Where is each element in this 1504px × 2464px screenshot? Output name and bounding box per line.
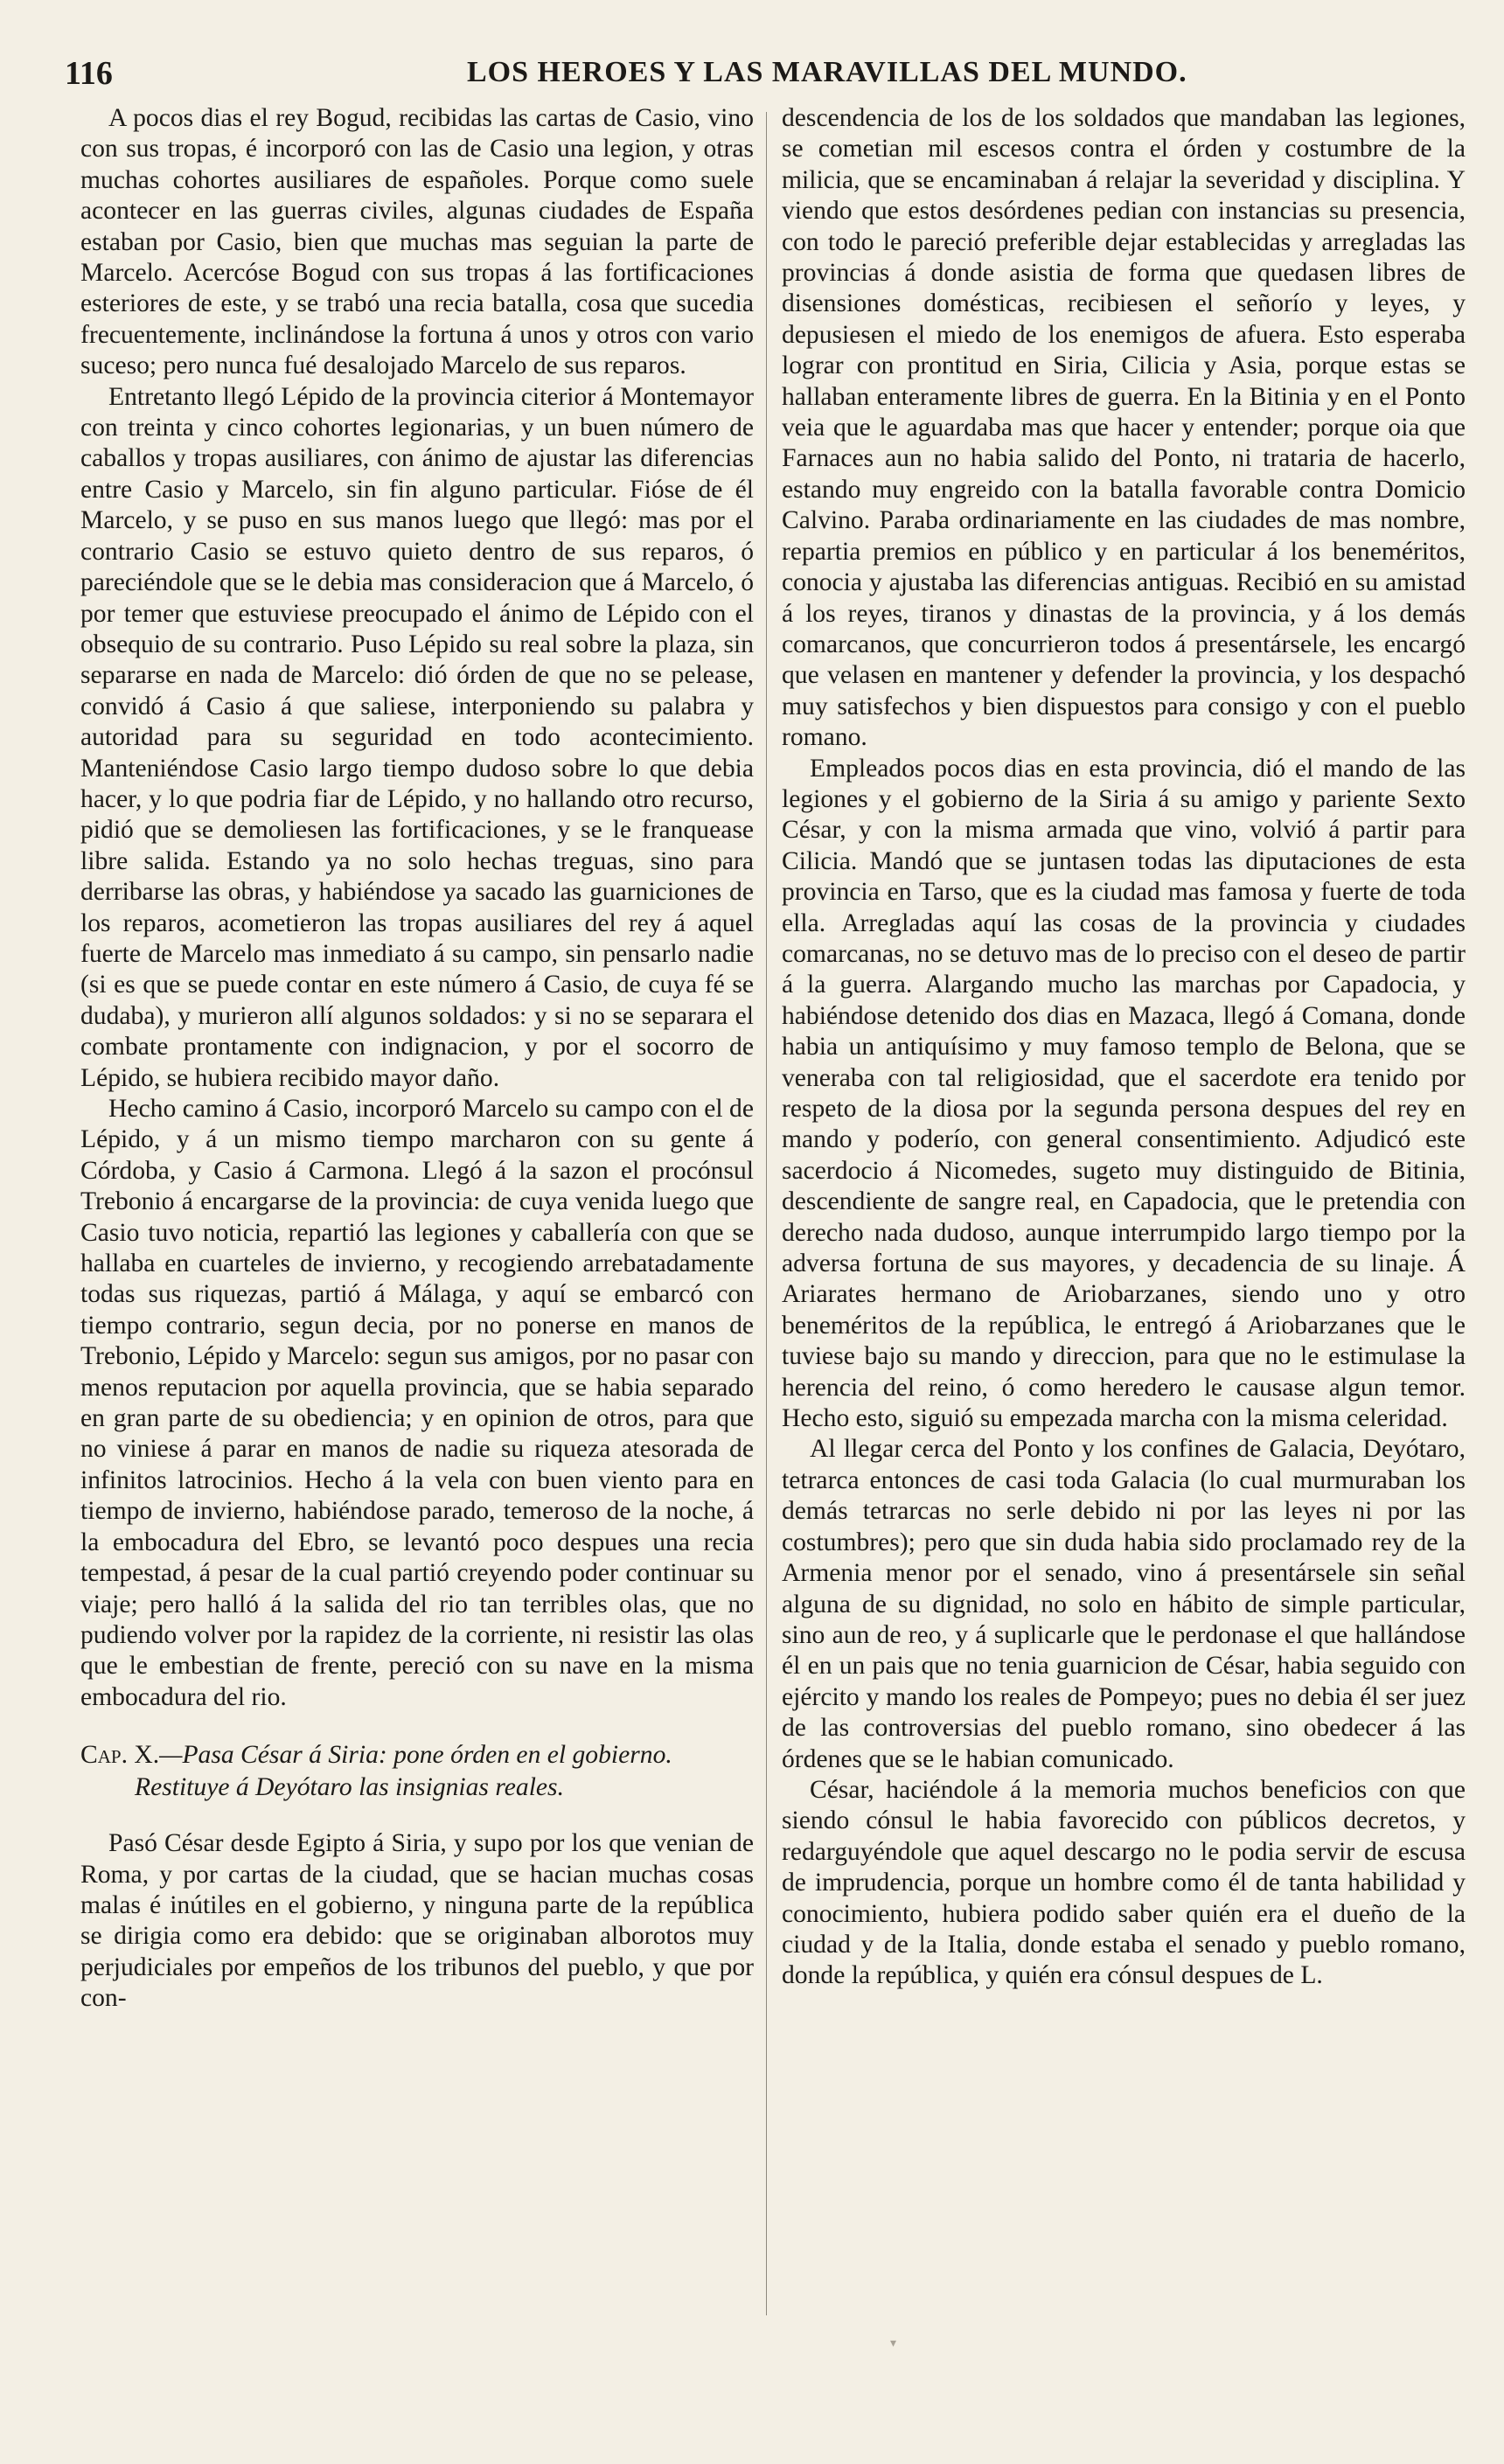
paragraph: A pocos dias el rey Bogud, recibidas las cartas de Casio, vino con sus tropas, é incorporó con las de Casio una legion, y otras muchas cohortes ausiliares de españoles. Porque como suele acontecer en las guerras civiles, algunas ciudades de España estaban por Casio, bien que muchas mas seguian la parte de Marcelo. Acercóse Bogud con sus tropas á las fortificaciones esteriores de este, y se trabó una recia batalla, cosa que sucedia frecuentemente, inclinándose la fortuna á unos y otros con vario suceso; pero nunca fué desalojado Marcelo de sus reparos.: [80, 104, 754, 380]
paragraph: Pasó César desde Egipto á Siria, y supo por los que venian de Roma, y por cartas de la ciudad, que se hacian muchas cosas malas é inútiles en el gobierno, y ninguna parte de la república se dirigia como era debido: que se originaban alborotos muy perjudiciales por empeños de los tribunos del pueblo, y que por con-: [80, 1829, 754, 2013]
chapter-heading: [80, 1739, 754, 1804]
page-number: 116: [65, 55, 113, 92]
paragraph: descendencia de los de los soldados que mandaban las legiones, se cometian mil escesos contra el órden y costumbre de la milicia, que se encaminaban á relajar la severidad y disciplina. Y viendo que estos desórdenes pedian con instancias su presencia, con todo le pareció preferible dejar establecidas y arregladas las provincias á donde asistia de forma que quedasen libres de disensiones domésticas, recibiesen el señorío y leyes, y depusiesen el miedo de los enemigos de afuera. Esto esperaba lograr con prontitud en Siria, Cilicia y Asia, porque estas se hallaban enteramente libres de guerra. En la Bitinia y en el Ponto veia que le aguardaba mas que hacer y entender; porque oia que Farnaces aun no habia salido del Ponto, ni trataria de hacerlo, estando muy engreido con la batalla favorable contra Domicio Calvino. Paraba ordinariamente en las ciudades de mas nombre, repartia premios en público y en particular á los beneméritos, conocia y ajustaba las diferencias antiguas. Recibió en su amistad á los reyes, tiranos y dinastas de la provincia, y á los demás comarcanos, que concurrieron todos á presentársele, les encargó que velasen en mantener y defender la provincia, y los despachó muy satisfechos y bien dispuestos para consigo y con el pueblo romano.: [782, 104, 1466, 752]
column-divider: [766, 112, 767, 2315]
chapter-summary-line-2: Restituye á Deyótaro las insignias reales.: [135, 1773, 564, 1802]
page-header: [65, 52, 1481, 93]
running-title: LOS HEROES Y LAS MARAVILLAS DEL MUNDO.: [467, 56, 1187, 88]
paragraph: Empleados pocos dias en esta provincia, dió el mando de las legiones y el gobierno de la Siria á su amigo y pariente Sexto César, y con la misma armada que vino, volvió á partir para Cilicia. Mandó que se juntasen todas las diputaciones de esta provincia en Tarso, que es la ciudad mas famosa y fuerte de toda ella. Arregladas aquí las cosas de la provincia y ciudades comarcanas, no se detuvo mas de lo preciso con el deseo de partir á la guerra. Alargando mucho las marchas por Capadocia, y habiéndose detenido dos dias en Mazaca, llegó á Comana, donde habia un antiquísimo y muy famoso templo de Belona, que se veneraba con tal religiosidad, que el sacerdote era tenido por respeto de la diosa por la segunda persona despues del rey en mando y poderío, con general consentimiento. Adjudicó este sacerdocio á Nicomedes, sugeto muy distinguido de Bitinia, descendiente de sangre real, en Capadocia, que le pretendia con derecho nada dudoso, aunque interrumpido largo tiempo por la adversa fortuna de sus mayores, y decadencia de su linaje. Á Ariarates hermano de Ariobarzanes, siendo uno y otro beneméritos de la república, le entregó á Ariobarzanes que le tuviese bajo su mando y direccion, para que no le estimulase la herencia del reino, ó como heredero le causase algun temor. Hecho esto, siguió su empezada marcha con la misma celeridad.: [782, 754, 1466, 1433]
printer-mark: ▾: [890, 2337, 897, 2350]
paragraph: Al llegar cerca del Ponto y los confines de Galacia, Deyótaro, tetrarca entonces de casi toda Galacia (lo cual murmuraban los demás tetrarcas no serle debido ni por las leyes ni por las costumbres); pero que sin duda habia sido proclamado rey de la Armenia menor por el senado, vino á presentársele sin señal alguna de su dignidad, no solo en hábito de simple particular, sino aun de reo, y á suplicarle que le perdonase el que hallándose él en un pais que no tenia guarnicion de César, habia seguido con ejército y mando los reales de Pompeyo; pues no debia él ser juez de las controversias del pueblo romano, sino obedecer á las órdenes que se le habian comunicado.: [782, 1435, 1466, 1773]
paragraph: Entretanto llegó Lépido de la provincia citerior á Montemayor con treinta y cinco cohortes legionarias, y un buen número de caballos y tropas ausiliares, con ánimo de ajustar las diferencias entre Casio y Marcelo, sin fin alguno particular. Fióse de él Marcelo, y se puso en sus manos luego que llegó: mas por el contrario Casio se estuvo quieto dentro de sus reparos, ó pareciéndole que se le debia mas consideracion que á Marcelo, ó por temer que estuviese preocupado el ánimo de Lépido con el obsequio de su contrario. Puso Lépido su real sobre la plaza, sin separarse en nada de Marcelo: dió órden de que no se pelease, convidó á Casio á que saliese, interponiendo su palabra y autoridad para su seguridad en todo acontecimiento. Manteniéndose Casio largo tiempo dudoso sobre lo que debia hacer, y lo que podria fiar de Lépido, y no hallando otro recurso, pidió que se demoliesen las fortificaciones, y se le franquease libre salida. Estando ya no solo hechas treguas, sino para derribarse las obras, y habiéndose ya sacado las guarniciones de los reparos, acometieron las tropas ausiliares del rey á aquel fuerte de Marcelo mas inmediato á su campo, sin pensarlo nadie (si es que se puede contar en este número á Casio, de cuya fé se dudaba), y murieron allí algunos soldados: y si no se separara el combate prontamente con indignacion, y por el socorro de Lépido, se hubiera recibido mayor daño.: [80, 382, 754, 1092]
right-column: [782, 103, 1466, 2342]
paragraph: César, haciéndole á la memoria muchos beneficios con que siendo cónsul le habia favorecido con públicos decretos, y redarguyéndole que aquel descargo no le podia servir de escusa de imprudencia, porque un hombre como él de tanta habilidad y conocimiento, hubiera podido saber quién era el dueño de la ciudad y de la Italia, donde estaba el senado y pueblo romano, donde la república, y quién era cónsul despues de L.: [782, 1775, 1466, 1990]
chapter-number: Cap. X.: [80, 1741, 160, 1770]
chapter-summary-line-1: —Pasa César á Siria: pone órden en el gobierno.: [159, 1741, 672, 1770]
left-column: [80, 103, 754, 2342]
paragraph: Hecho camino á Casio, incorporó Marcelo su campo con el de Lépido, y á un mismo tiempo marcharon con su gente á Córdoba, y Casio á Carmona. Llegó á la sazon el procónsul Trebonio á encargarse de la provincia: de cuya venida luego que Casio tuvo noticia, repartió las legiones y caballería con que se hallaba en cuarteles de invierno, y recogiendo arrebatadamente todas sus riquezas, partió á Málaga, y aquí se embarcó con tiempo contrario, segun decia, por no ponerse en manos de Trebonio, Lépido y Marcelo: segun sus amigos, por no pasar con menos reputacion por aquella provincia, que se habia separado en gran parte de su obediencia; y en opinion de otros, para que no viniese á parar en manos de nadie su riqueza atesorada de infinitos latrocinios. Hecho á la vela con buen viento para en tiempo de invierno, habiéndose parado, temeroso de la noche, á la embocadura del Ebro, se levantó poco despues una recia tempestad, á pesar de la cual partió creyendo poder continuar su viaje; pero halló á la salida del rio tan terribles olas, que no pudiendo volver por la rapidez de la corriente, ni resistir las olas que le embestian de frente, pereció con su nave en la misma embocadura del rio.: [80, 1095, 754, 1711]
